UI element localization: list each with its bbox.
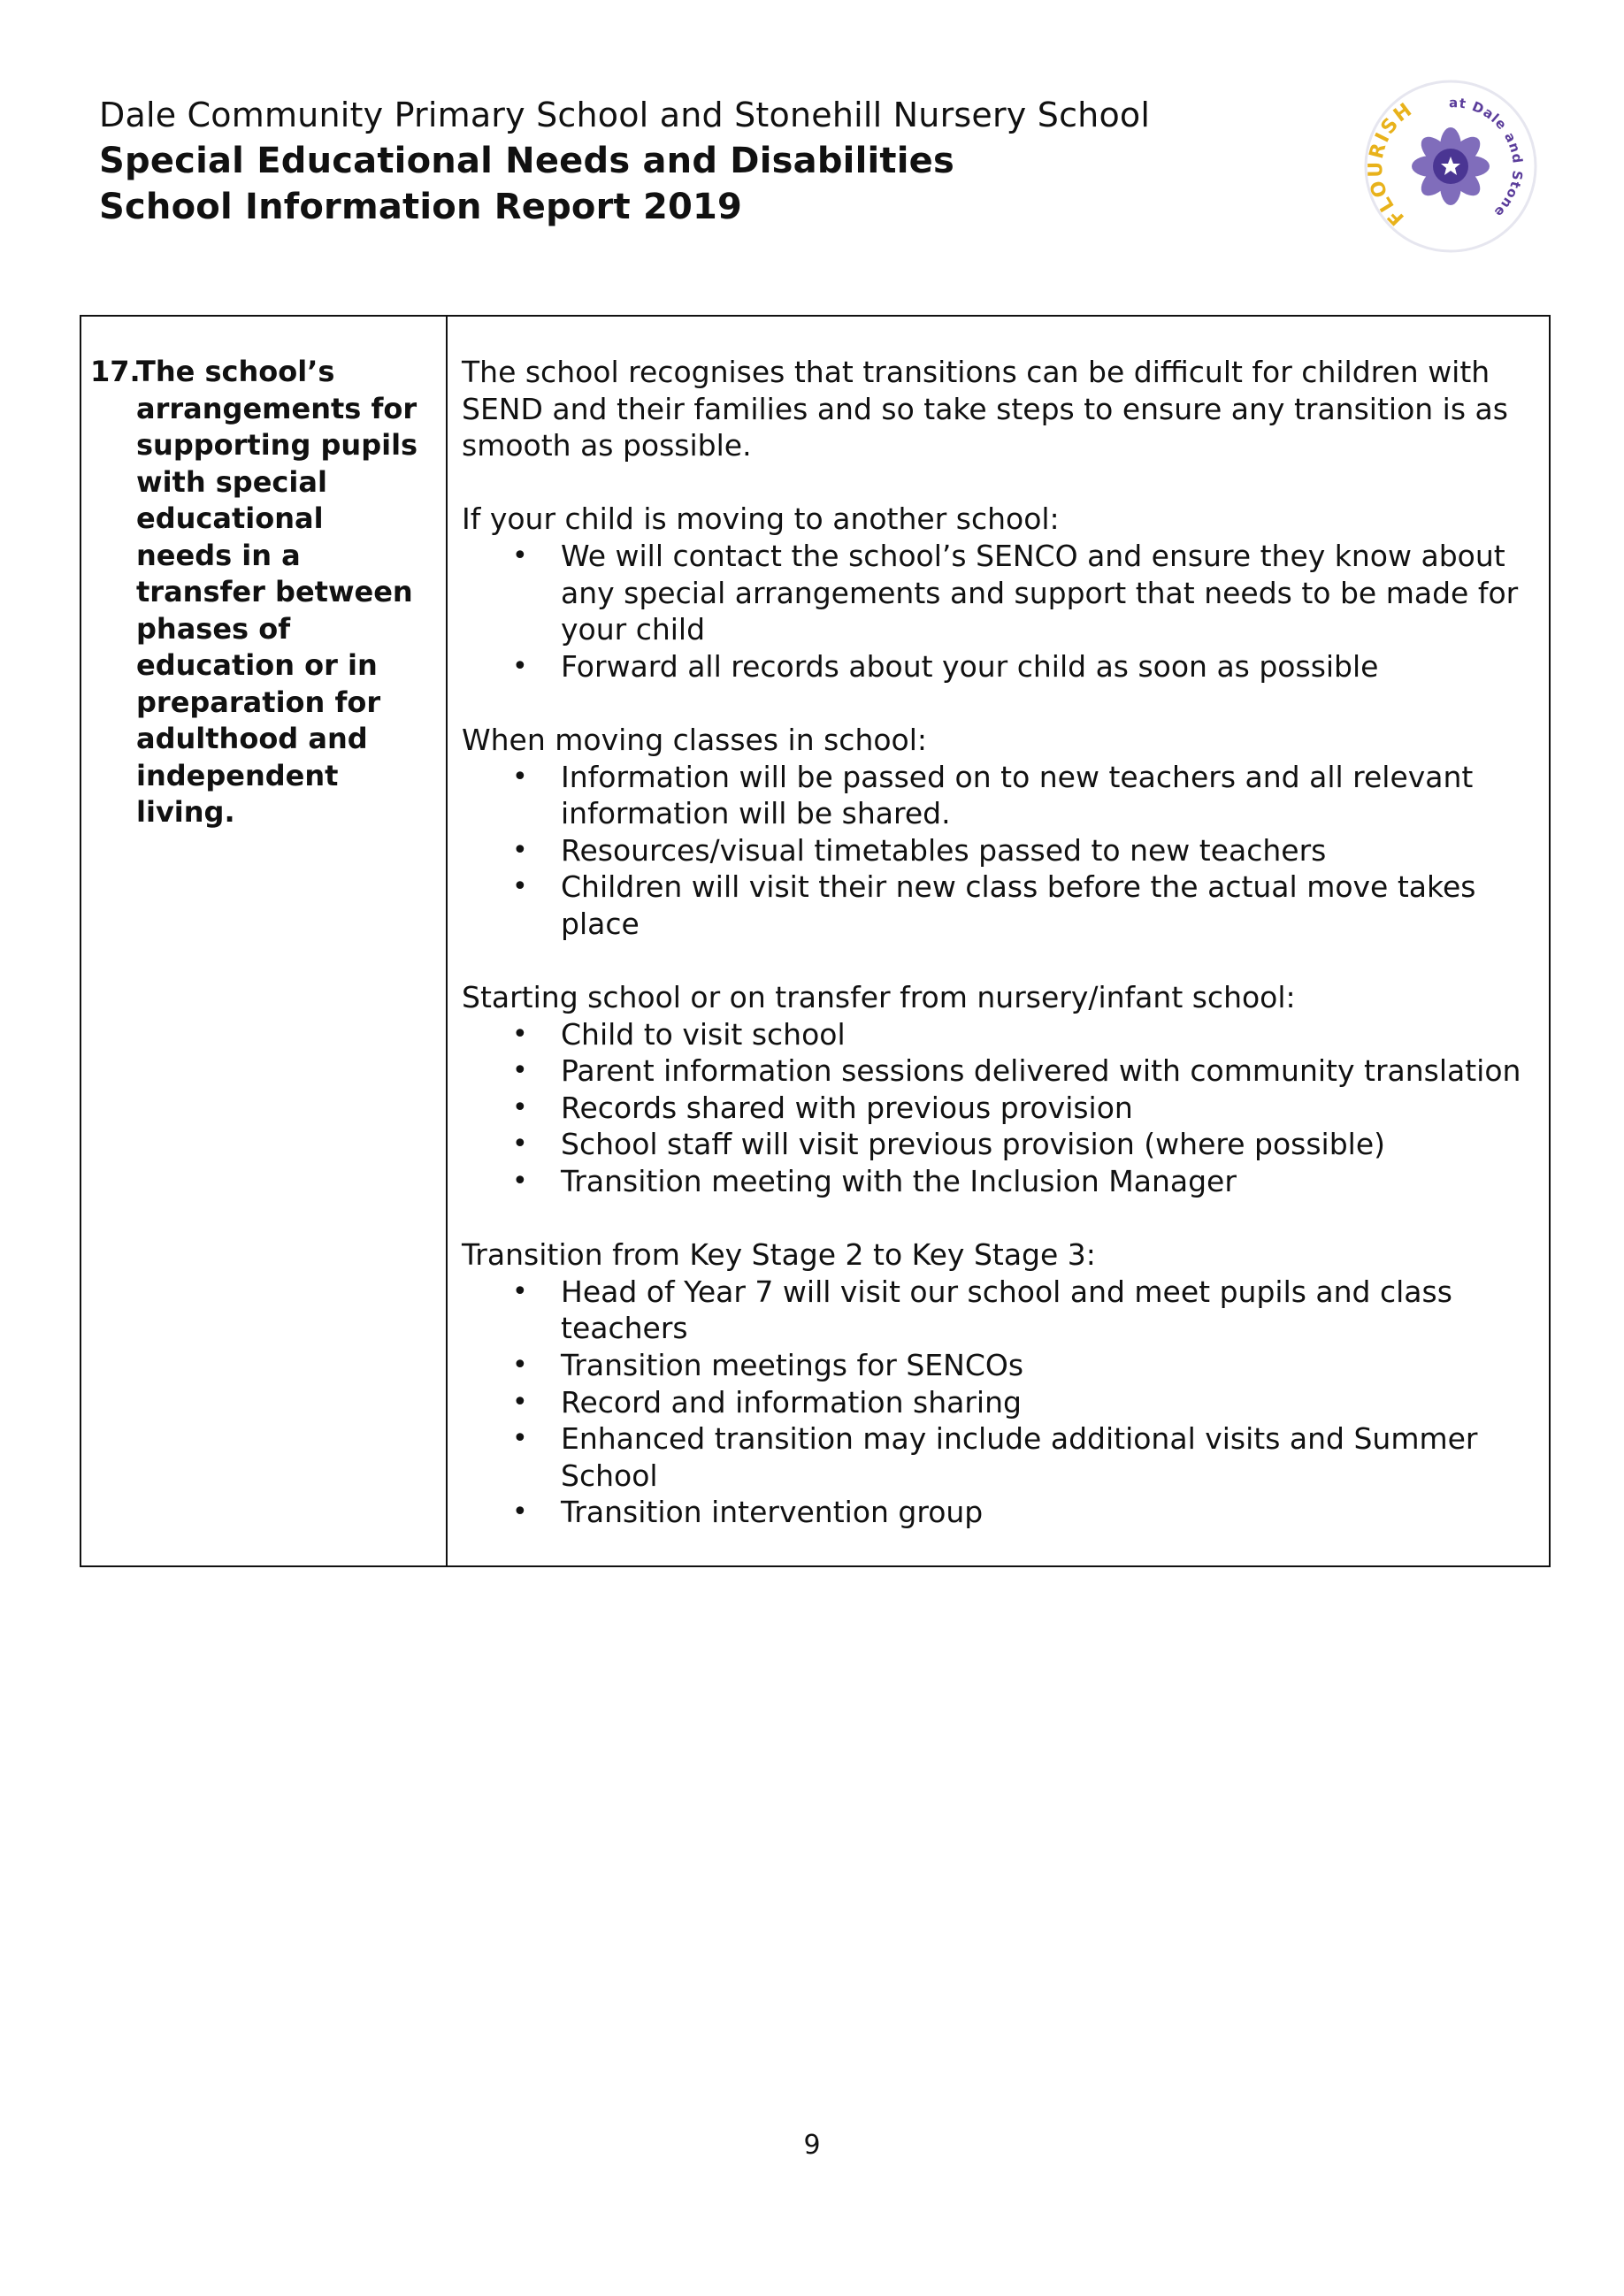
- answer-intro: The school recognises that transitions can be difficult for children with SEND and their families and so take steps to ensure any transition is as smooth as possible.: [462, 355, 1508, 463]
- list-item: • Child to visit school: [512, 1016, 846, 1052]
- list-item: • Records shared with previous provision: [512, 1090, 1133, 1125]
- bullet-icon: •: [512, 1129, 528, 1160]
- bullet-icon: •: [512, 1496, 528, 1528]
- flourish-logo-graphic: [1362, 78, 1539, 255]
- section-heading-moving-school: If your child is moving to another school:: [462, 501, 1060, 537]
- list-item: • We will contact the school’s SENCO and ensure they know about any special arrangements and support that needs to be made for your child: [512, 538, 1519, 647]
- bullet-icon: •: [512, 1091, 528, 1123]
- bullet-icon: •: [512, 1055, 528, 1087]
- flourish-logo: [1362, 78, 1539, 255]
- document-header: [99, 92, 1249, 230]
- list-item: • Information will be passed on to new teachers and all relevant information will be shared.: [512, 759, 1474, 831]
- report-title-line2: School Information Report 2019: [99, 187, 743, 227]
- bullet-icon: •: [512, 540, 528, 571]
- bullet-icon: •: [512, 1018, 528, 1050]
- bullet-icon: •: [512, 871, 528, 903]
- svg-text:FLOURISH: FLOURISH: [1365, 98, 1418, 230]
- list-item: • Transition meeting with the Inclusion Manager: [512, 1164, 1237, 1199]
- bullet-list-starting-school: [462, 1016, 1528, 1200]
- bullet-icon: •: [512, 1423, 528, 1455]
- bullet-icon: •: [512, 761, 528, 792]
- bullet-list-moving-classes: [462, 759, 1528, 943]
- section-heading-moving-classes: When moving classes in school:: [462, 722, 928, 757]
- svg-text:at Dale and Stonehill: at Dale and Stone: [1448, 95, 1526, 221]
- list-item: • School staff will visit previous provision (where possible): [512, 1127, 1386, 1162]
- report-title-line1: Special Educational Needs and Disabilities: [99, 141, 954, 181]
- question-cell: [81, 317, 448, 1565]
- bullet-list-moving-school: [462, 538, 1528, 685]
- bullet-icon: •: [512, 1350, 528, 1381]
- bullet-icon: •: [512, 650, 528, 682]
- question-text: The school’s arrangements for supporting pupils with special educational needs in a transfer between phases of education or in preparation for adulthood and independent living.: [136, 355, 418, 829]
- question-number: 17.: [90, 355, 141, 388]
- list-item: • Record and information sharing: [512, 1384, 1022, 1420]
- bullet-icon: •: [512, 1275, 528, 1307]
- section-heading-starting-school: Starting school or on transfer from nursery/infant school:: [462, 980, 1296, 1015]
- list-item: • Children will visit their new class before the actual move takes place: [512, 869, 1476, 941]
- bullet-icon: •: [512, 1166, 528, 1198]
- school-name: Dale Community Primary School and Stonehill Nursery School: [99, 96, 1151, 134]
- list-item: • Transition intervention group: [512, 1495, 984, 1530]
- answer-cell: [448, 317, 1549, 1565]
- list-item: • Head of Year 7 will visit our school and meet pupils and class teachers: [512, 1274, 1452, 1346]
- list-item: • Transition meetings for SENCOs: [512, 1348, 1024, 1383]
- bullet-icon: •: [512, 1386, 528, 1418]
- list-item: • Enhanced transition may include additional visits and Summer School: [512, 1421, 1478, 1493]
- section-heading-ks2-ks3: Transition from Key Stage 2 to Key Stage 3:: [462, 1237, 1096, 1273]
- list-item: • Resources/visual timetables passed to new teachers: [512, 832, 1327, 868]
- sen-info-table: [80, 315, 1551, 1567]
- bullet-list-ks2-ks3: [462, 1274, 1528, 1531]
- bullet-icon: •: [512, 834, 528, 866]
- page-number: 9: [803, 2130, 821, 2161]
- list-item: • Forward all records about your child as soon as possible: [512, 648, 1379, 684]
- list-item: • Parent information sessions delivered with community translation: [512, 1053, 1521, 1089]
